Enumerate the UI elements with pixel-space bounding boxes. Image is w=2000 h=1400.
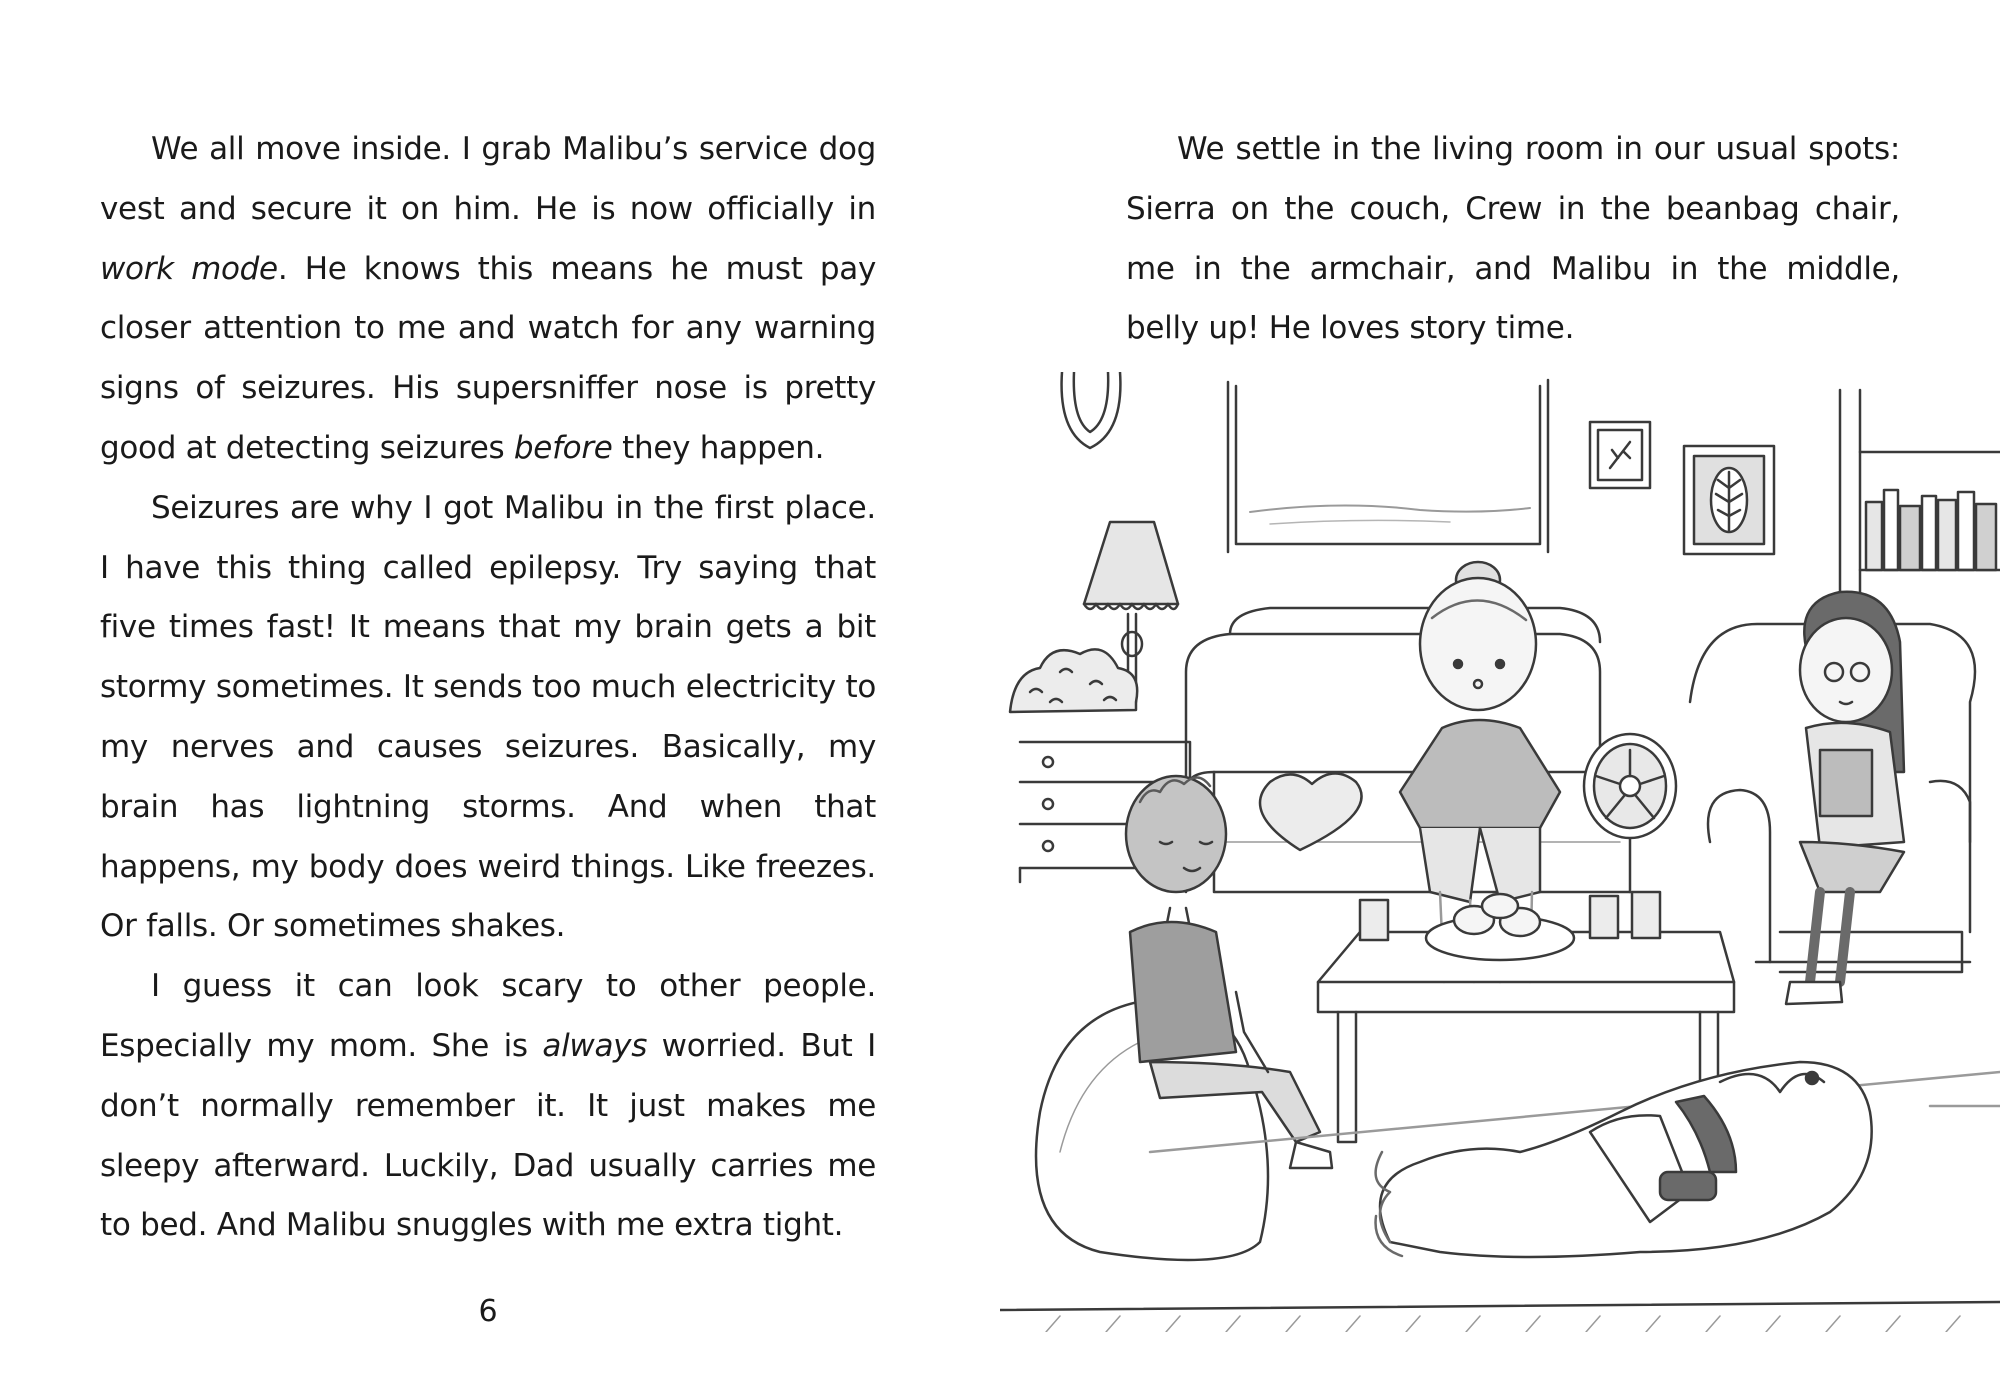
plant bbox=[1010, 649, 1137, 712]
italic-text: before bbox=[513, 429, 613, 466]
girl-in-armchair bbox=[1786, 592, 1904, 1004]
right-page-text bbox=[1126, 120, 1900, 359]
text-segment: We settle in the living room in our usual spots: Sierra on the couch, Crew in the beanbag chair, me in the armchair, and Malibu in the middle, belly up! He loves story time. bbox=[1126, 131, 1900, 347]
right-page bbox=[1000, 0, 2000, 1400]
left-page-text bbox=[100, 120, 876, 1256]
picture-frames bbox=[1590, 422, 1774, 554]
wall-mirror bbox=[1062, 372, 1121, 448]
couch bbox=[1186, 608, 1630, 892]
round-pillow bbox=[1584, 734, 1676, 838]
page-number: 6 bbox=[478, 1294, 498, 1329]
text-segment: they happen. bbox=[612, 429, 825, 466]
italic-text: always bbox=[542, 1027, 648, 1064]
text-segment: I guess it can look scary to other people. Especially my mom. She is bbox=[100, 968, 876, 1064]
paragraph bbox=[1126, 120, 1900, 359]
heart-pillow bbox=[1260, 773, 1362, 850]
paragraph bbox=[100, 120, 876, 479]
floor-line bbox=[1000, 1302, 2000, 1332]
paragraph bbox=[100, 957, 876, 1256]
italic-text: work mode bbox=[100, 250, 278, 287]
paragraph bbox=[100, 479, 876, 957]
dog-character bbox=[1376, 1062, 1872, 1257]
window bbox=[1228, 380, 1548, 552]
living-room-illustration bbox=[1000, 372, 2000, 1332]
text-segment: . He knows this means he must pay closer attention to me and watch for any warning signs of seizures. His supersniffer nose is pretty good at detecting seizures bbox=[100, 250, 876, 466]
text-segment: We all move inside. I grab Malibu’s service dog vest and secure it on him. He is now officially in bbox=[100, 131, 876, 227]
text-segment: Seizures are why I got Malibu in the first place. I have this thing called epilepsy. Try saying that five times fast! It means that my brain gets a bit stormy sometimes. It sends too much electricity to my nerves and causes seizures. Basically, my brain has lightning storms. And when that happens, my body does weird things. Like freezes. Or falls. Or sometimes shakes. bbox=[100, 489, 876, 945]
text-segment: worried. But I don’t normally remember it. It just makes me sleepy afterward. Luckily, Dad usually carries me to bed. And Malibu snuggles with me extra tight. bbox=[100, 1027, 876, 1244]
